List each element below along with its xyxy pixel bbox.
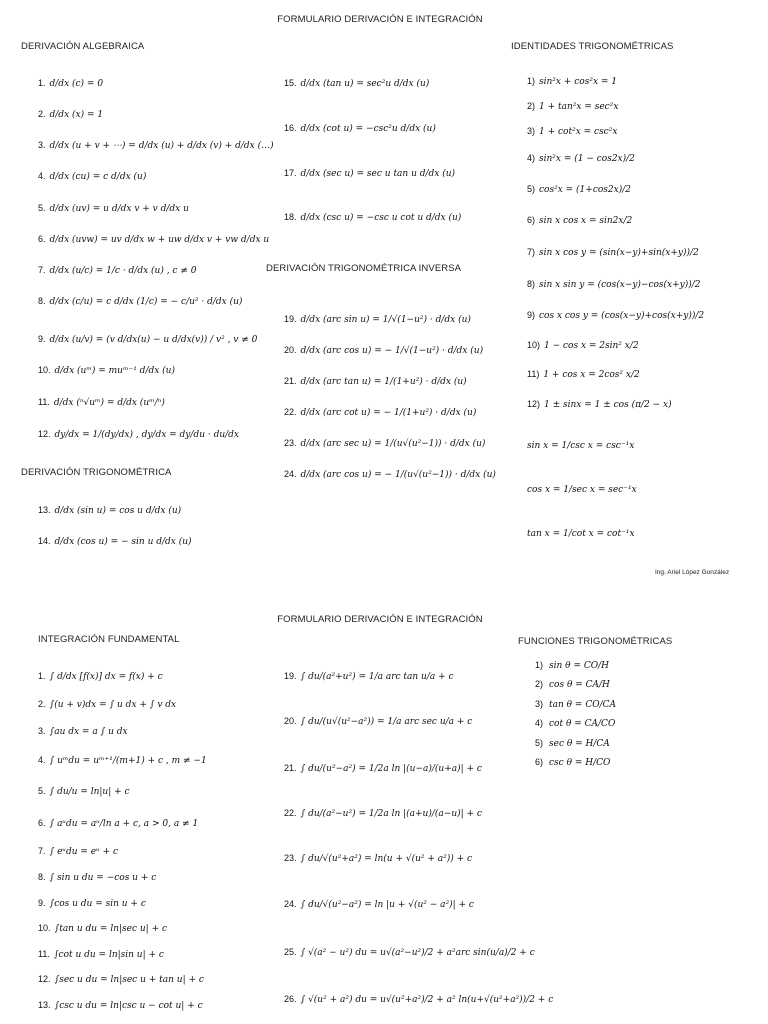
author-signature: Ing. Ariel López González	[655, 569, 730, 576]
formula-item: 22. d/dx (arc cot u) = − 1/(1+u²) · d/dx (u)	[284, 407, 477, 418]
section-heading-identidades: IDENTIDADES TRIGONOMÉTRICAS	[511, 41, 674, 52]
formula-item: cos x = 1/sec x = sec⁻¹x	[527, 485, 637, 495]
formula-item: 24. d/dx (arc cos u) = − 1/(u√(u²−1)) · d/dx (u)	[284, 469, 496, 480]
formula-item: 24. ∫ du/√(u²−a²) = ln |u + √(u² − a²)| + c	[284, 899, 474, 910]
formula-item: 3. d/dx (u + v + ⋯) = d/dx (u) + d/dx (v) + d/dx (…)	[38, 140, 274, 151]
formula-item: 1) sin θ = CO/H	[535, 660, 609, 671]
formula-item: 4) sin²x = (1 − cos2x)/2	[527, 153, 635, 164]
formula-item: 8) sin x sin y = (cos(x−y)−cos(x+y))/2	[527, 279, 701, 290]
formula-item: 19. d/dx (arc sin u) = 1/√(1−u²) · d/dx (u)	[284, 314, 471, 325]
formula-item: 22. ∫ du/(a²−u²) = 1/2a ln |(a+u)/(a−u)| + c	[284, 808, 482, 819]
section-heading-derivacion-algebraica: DERIVACIÓN ALGEBRAICA	[21, 41, 145, 52]
formula-item: 9. ∫cos u du = sin u + c	[38, 898, 146, 909]
section-heading-derivacion-trig: DERIVACIÓN TRIGONOMÉTRICA	[21, 467, 172, 478]
formula-item: 11. d/dx (ⁿ√uᵐ) = d/dx (uᵐ/ⁿ)	[38, 397, 165, 408]
formula-item: 11. ∫cot u du = ln|sin u| + c	[38, 949, 164, 960]
formula-item: 12) 1 ± sinx = 1 ± cos (π/2 − x)	[527, 399, 672, 410]
formula-item: 2. ∫(u + v)dx = ∫ u dx + ∫ v dx	[38, 699, 177, 710]
formula-item: 7) sin x cos y = (sin(x−y)+sin(x+y))/2	[527, 247, 699, 258]
formula-item: 9. d/dx (u/v) = (v d/dx(u) − u d/dx(v)) / v² , v ≠ 0	[38, 334, 258, 345]
formula-item: 3) tan θ = CO/CA	[535, 699, 617, 710]
formula-item: 1. ∫ d/dx [f(x)] dx = f(x) + c	[38, 671, 163, 682]
formula-item: 10) 1 − cos x = 2sin² x/2	[527, 340, 639, 351]
formula-item: 26. ∫ √(u² + a²) du = u√(u²+a²)/2 + a² ln(u+√(u²+a²))/2 + c	[284, 994, 554, 1005]
formula-item: 3. ∫au dx = a ∫ u dx	[38, 726, 128, 737]
formula-item: 21. ∫ du/(u²−a²) = 1/2a ln |(u−a)/(u+a)| + c	[284, 763, 482, 774]
formula-item: 18. d/dx (csc u) = −csc u cot u d/dx (u)	[284, 212, 462, 223]
formula-item: 14. d/dx (cos u) = − sin u d/dx (u)	[38, 536, 192, 547]
formula-item: tan x = 1/cot x = cot⁻¹x	[527, 529, 635, 539]
formula-item: 21. d/dx (arc tan u) = 1/(1+u²) · d/dx (u)	[284, 376, 467, 387]
formula-item: 6. d/dx (uvw) = uv d/dx w + uw d/dx v + vw d/dx u	[38, 234, 270, 245]
formula-item: 6. ∫ aᵘdu = aᵘ/ln a + c, a > 0, a ≠ 1	[38, 818, 199, 829]
formula-item: 11) 1 + cos x = 2cos² x/2	[527, 369, 640, 380]
section-heading-integracion-fundamental: INTEGRACIÓN FUNDAMENTAL	[38, 634, 180, 645]
formula-item: 1. d/dx (c) = 0	[38, 78, 104, 89]
formula-item: 10. d/dx (uᵐ) = muᵐ⁻¹ d/dx (u)	[38, 365, 175, 376]
formula-item: 9) cos x cos y = (cos(x−y)+cos(x+y))/2	[527, 310, 705, 321]
section-heading-funciones-trig: FUNCIONES TRIGONOMÉTRICAS	[518, 636, 673, 647]
formula-item: 2) cos θ = CA/H	[535, 679, 610, 690]
formula-item: 5) cos²x = (1+cos2x)/2	[527, 184, 631, 195]
formula-item: 13. ∫csc u du = ln|csc u − cot u| + c	[38, 1000, 203, 1011]
formula-item: 4. ∫ uᵐdu = uᵐ⁺¹/(m+1) + c , m ≠ −1	[38, 755, 207, 766]
formula-item: 8. d/dx (c/u) = c d/dx (1/c) = − c/u² · d/dx (u)	[38, 296, 243, 307]
formula-item: 10. ∫tan u du = ln|sec u| + c	[38, 923, 168, 934]
formula-item: 17. d/dx (sec u) = sec u tan u d/dx (u)	[284, 168, 456, 179]
page-title: FORMULARIO DERIVACIÓN E INTEGRACIÓN	[277, 614, 483, 625]
formula-item: 25. ∫ √(a² − u²) du = u√(a²−u²)/2 + a²arc sin(u/a)/2 + c	[284, 947, 535, 958]
formula-item: 23. d/dx (arc sec u) = 1/(u√(u²−1)) · d/dx (u)	[284, 438, 486, 449]
formula-item: 7. d/dx (u/c) = 1/c · d/dx (u) , c ≠ 0	[38, 265, 197, 276]
formula-item: 15. d/dx (tan u) = sec²u d/dx (u)	[284, 78, 430, 89]
formula-item: 5. ∫ du/u = ln|u| + c	[38, 786, 130, 797]
formula-item: 20. d/dx (arc cos u) = − 1/√(1−u²) · d/dx (u)	[284, 345, 484, 356]
formula-item: 16. d/dx (cot u) = −csc²u d/dx (u)	[284, 123, 436, 134]
formula-item: 5) sec θ = H/CA	[535, 738, 610, 749]
formula-item: 2. d/dx (x) = 1	[38, 109, 104, 120]
formula-item: 7. ∫ eᵘdu = eᵘ + c	[38, 846, 119, 857]
formula-item: 8. ∫ sin u du = −cos u + c	[38, 872, 157, 883]
formula-item: 13. d/dx (sin u) = cos u d/dx (u)	[38, 505, 182, 516]
formula-item: 19. ∫ du/(a²+u²) = 1/a arc tan u/a + c	[284, 671, 454, 682]
page-title: FORMULARIO DERIVACIÓN E INTEGRACIÓN	[277, 14, 483, 25]
formula-item: 12. ∫sec u du = ln|sec u + tan u| + c	[38, 974, 204, 985]
formula-item: 4) cot θ = CA/CO	[535, 718, 616, 729]
formula-item: 4. d/dx (cu) = c d/dx (u)	[38, 171, 147, 182]
formulario-page-2	[0, 600, 768, 1024]
formula-item: 1) sin²x + cos²x = 1	[527, 76, 618, 87]
formula-item: 5. d/dx (uv) = u d/dx v + v d/dx u	[38, 203, 189, 214]
section-heading-derivacion-trig-inversa: DERIVACIÓN TRIGONOMÉTRICA INVERSA	[266, 263, 462, 274]
formula-item: 6) csc θ = H/CO	[535, 757, 611, 768]
formula-item: sin x = 1/csc x = csc⁻¹x	[527, 441, 635, 451]
formula-item: 3) 1 + cot²x = csc²x	[527, 126, 618, 137]
formula-item: 12. dy/dx = 1/(dy/dx) , dy/dx = dy/du · du/dx	[38, 429, 239, 440]
formula-item: 6) sin x cos x = sin2x/2	[527, 215, 633, 226]
formula-item: 2) 1 + tan²x = sec²x	[527, 101, 619, 112]
formula-item: 23. ∫ du/√(u²+a²) = ln(u + √(u² + a²)) + c	[284, 853, 473, 864]
formula-item: 20. ∫ du/(u√(u²−a²)) = 1/a arc sec u/a + c	[284, 716, 473, 727]
